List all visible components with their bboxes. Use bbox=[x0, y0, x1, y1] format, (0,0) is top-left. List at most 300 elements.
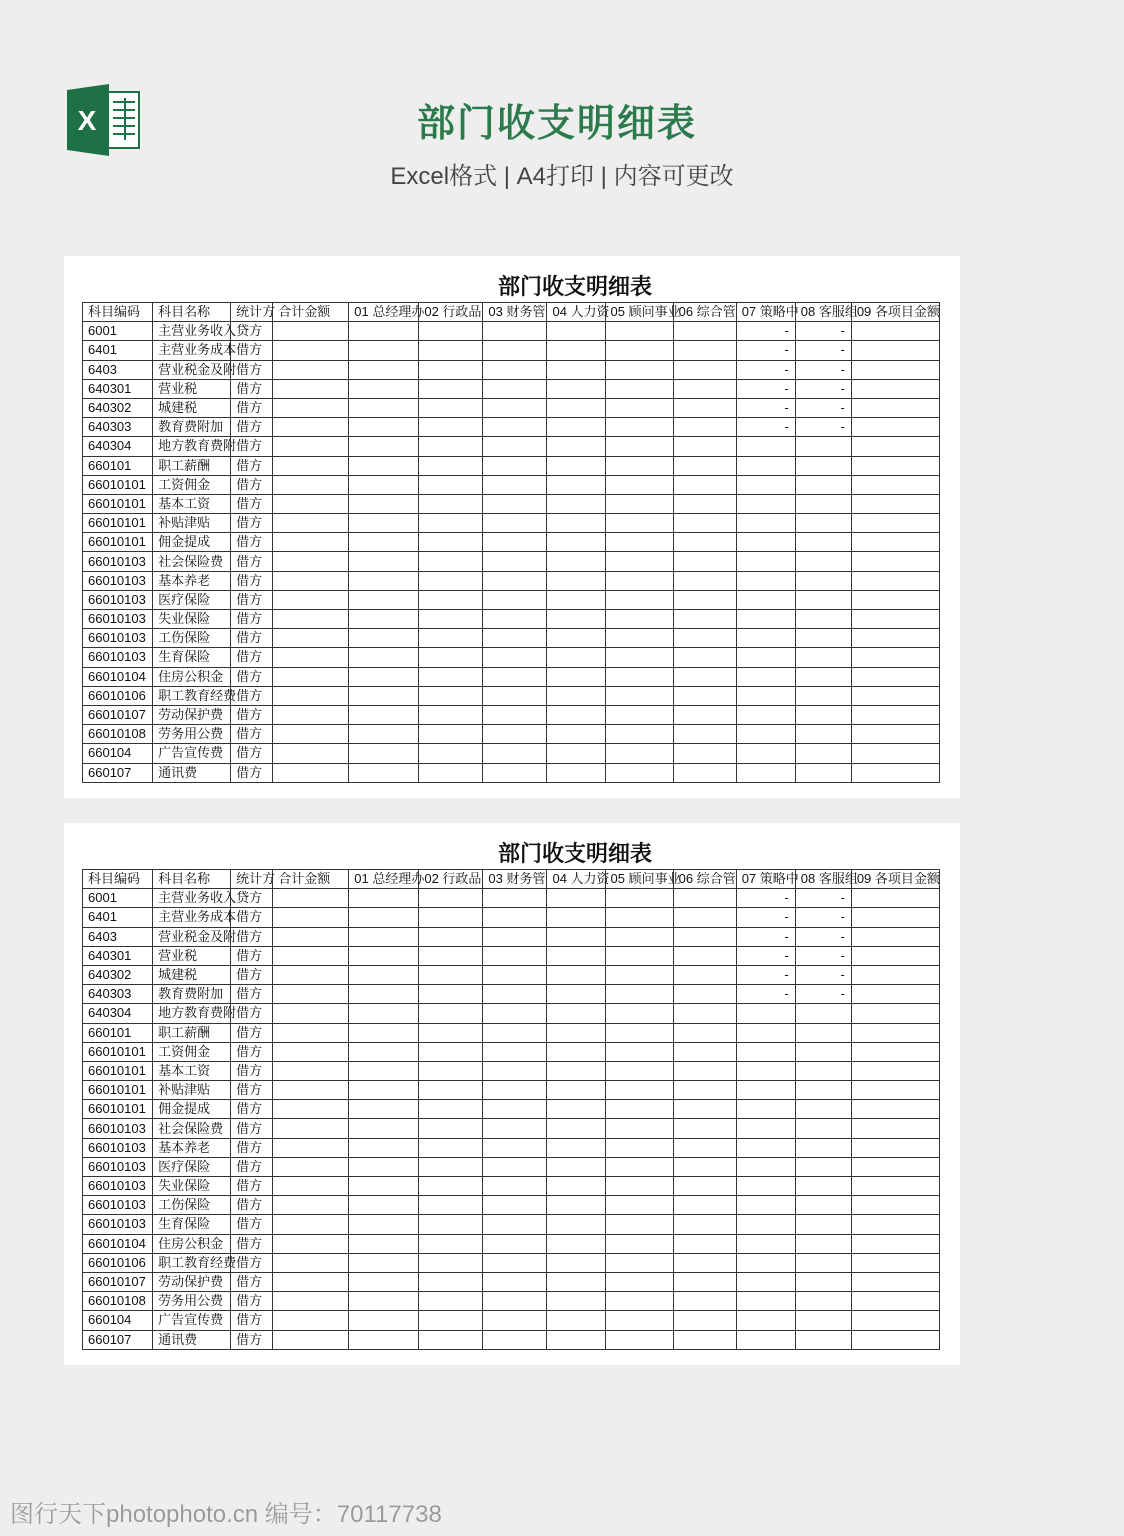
table-cell bbox=[673, 927, 736, 946]
table-cell bbox=[483, 686, 547, 705]
table-row bbox=[83, 514, 940, 533]
table-cell bbox=[349, 1215, 419, 1234]
table-cell bbox=[483, 322, 547, 341]
table-cell bbox=[605, 1234, 673, 1253]
table-cell bbox=[349, 533, 419, 552]
table-cell bbox=[273, 1253, 349, 1272]
table-cell: 劳动保护费 bbox=[153, 1272, 231, 1291]
table-cell bbox=[605, 1196, 673, 1215]
table-cell bbox=[736, 629, 795, 648]
table-cell bbox=[349, 1196, 419, 1215]
table-cell: 借方 bbox=[231, 686, 273, 705]
table-cell bbox=[795, 571, 851, 590]
table-cell bbox=[851, 360, 939, 379]
table-row bbox=[83, 475, 940, 494]
table-row bbox=[83, 610, 940, 629]
table-cell: 66010101 bbox=[83, 1042, 153, 1061]
table-cell bbox=[349, 985, 419, 1004]
table-cell bbox=[273, 533, 349, 552]
table-cell bbox=[795, 552, 851, 571]
table-cell: 6403 bbox=[83, 360, 153, 379]
table-cell bbox=[547, 552, 605, 571]
table-cell bbox=[547, 1330, 605, 1349]
table-cell bbox=[349, 927, 419, 946]
table-cell bbox=[605, 1177, 673, 1196]
table-cell bbox=[851, 514, 939, 533]
table-cell: 借方 bbox=[231, 533, 273, 552]
table-cell: - bbox=[795, 418, 851, 437]
table-cell: 职工教育经费 bbox=[153, 1253, 231, 1272]
table-cell bbox=[547, 744, 605, 763]
table-cell bbox=[547, 725, 605, 744]
table-cell bbox=[673, 571, 736, 590]
table-cell: 借方 bbox=[231, 418, 273, 437]
table-cell bbox=[736, 763, 795, 782]
table-cell: 借方 bbox=[231, 629, 273, 648]
table-cell bbox=[547, 1061, 605, 1080]
table-cell bbox=[605, 1100, 673, 1119]
table-cell bbox=[483, 590, 547, 609]
table-cell bbox=[851, 1272, 939, 1291]
table-cell bbox=[273, 1196, 349, 1215]
table-cell bbox=[851, 533, 939, 552]
table-cell bbox=[605, 494, 673, 513]
table-cell bbox=[851, 686, 939, 705]
table-cell: 66010108 bbox=[83, 1292, 153, 1311]
table-cell bbox=[547, 1157, 605, 1176]
table-cell bbox=[273, 1023, 349, 1042]
table-cell bbox=[273, 686, 349, 705]
table-cell bbox=[673, 1138, 736, 1157]
table-cell: 640301 bbox=[83, 379, 153, 398]
table-cell bbox=[273, 667, 349, 686]
table-cell bbox=[419, 1004, 483, 1023]
table-cell bbox=[605, 648, 673, 667]
table-cell bbox=[349, 1253, 419, 1272]
table-cell bbox=[851, 1196, 939, 1215]
table-cell bbox=[273, 705, 349, 724]
table-cell bbox=[349, 1177, 419, 1196]
table-cell: 借方 bbox=[231, 1157, 273, 1176]
table-cell bbox=[419, 889, 483, 908]
table-row bbox=[83, 946, 940, 965]
table-cell bbox=[673, 341, 736, 360]
table-row bbox=[83, 985, 940, 1004]
table-cell: 失业保险 bbox=[153, 610, 231, 629]
table-cell bbox=[673, 1292, 736, 1311]
table-cell bbox=[673, 763, 736, 782]
table-cell: 66010103 bbox=[83, 552, 153, 571]
table-cell bbox=[349, 437, 419, 456]
table-cell: 劳务用公费 bbox=[153, 725, 231, 744]
table-cell bbox=[547, 1292, 605, 1311]
table-cell bbox=[673, 1311, 736, 1330]
table-cell bbox=[605, 590, 673, 609]
table-cell bbox=[736, 533, 795, 552]
table-cell: 地方教育费附 bbox=[153, 437, 231, 456]
table-cell bbox=[273, 341, 349, 360]
table-cell bbox=[547, 1004, 605, 1023]
table-cell bbox=[349, 1138, 419, 1157]
table-cell bbox=[605, 533, 673, 552]
table-row bbox=[83, 965, 940, 984]
table-cell: 640304 bbox=[83, 1004, 153, 1023]
table-row bbox=[83, 379, 940, 398]
table-cell bbox=[673, 908, 736, 927]
table-cell: 医疗保险 bbox=[153, 1157, 231, 1176]
table-cell: 社会保险费 bbox=[153, 552, 231, 571]
table-cell bbox=[419, 456, 483, 475]
table-cell: 66010107 bbox=[83, 1272, 153, 1291]
table-cell bbox=[483, 379, 547, 398]
table-cell: 职工教育经费 bbox=[153, 686, 231, 705]
table-cell bbox=[349, 629, 419, 648]
table-cell bbox=[483, 1234, 547, 1253]
page-title: 部门收支明细表 bbox=[416, 103, 697, 145]
table-cell bbox=[349, 1119, 419, 1138]
table-cell: 66010103 bbox=[83, 1157, 153, 1176]
table-cell bbox=[273, 985, 349, 1004]
sheet-title: 部门收支明细表 bbox=[497, 274, 652, 299]
table-cell: 基本养老 bbox=[153, 1138, 231, 1157]
table-cell bbox=[851, 629, 939, 648]
table-cell bbox=[483, 437, 547, 456]
table-cell: 住房公积金 bbox=[153, 667, 231, 686]
table-cell bbox=[736, 1177, 795, 1196]
table-cell: - bbox=[736, 379, 795, 398]
table-row bbox=[83, 1177, 940, 1196]
table-cell bbox=[419, 610, 483, 629]
table-cell bbox=[483, 1196, 547, 1215]
table-cell bbox=[349, 379, 419, 398]
table-cell: 借方 bbox=[231, 1177, 273, 1196]
column-header: 02 行政品 bbox=[419, 870, 483, 889]
table-cell bbox=[605, 456, 673, 475]
column-header: 04 人力资 bbox=[547, 870, 605, 889]
table-cell bbox=[419, 927, 483, 946]
table-cell: 640303 bbox=[83, 418, 153, 437]
table-cell bbox=[795, 1157, 851, 1176]
table-cell bbox=[605, 437, 673, 456]
table-cell bbox=[605, 1272, 673, 1291]
table-cell: 借方 bbox=[231, 667, 273, 686]
table-cell: 通讯费 bbox=[153, 1330, 231, 1349]
table-cell: 66010106 bbox=[83, 686, 153, 705]
table-cell bbox=[605, 946, 673, 965]
table-cell bbox=[795, 1100, 851, 1119]
table-cell bbox=[547, 1100, 605, 1119]
table-cell: 66010103 bbox=[83, 1196, 153, 1215]
table-cell bbox=[851, 1330, 939, 1349]
table-cell bbox=[736, 1272, 795, 1291]
table-cell: 地方教育费附 bbox=[153, 1004, 231, 1023]
table-cell bbox=[349, 1061, 419, 1080]
table-cell bbox=[419, 1292, 483, 1311]
table-cell bbox=[605, 341, 673, 360]
table-cell bbox=[851, 946, 939, 965]
table-cell: 借方 bbox=[231, 610, 273, 629]
table-cell: 66010103 bbox=[83, 1138, 153, 1157]
table-cell: 城建税 bbox=[153, 398, 231, 417]
table-cell bbox=[851, 1311, 939, 1330]
table-cell bbox=[273, 629, 349, 648]
table-cell bbox=[419, 341, 483, 360]
table-cell: 借方 bbox=[231, 552, 273, 571]
table-cell bbox=[605, 360, 673, 379]
table-cell: 营业税 bbox=[153, 379, 231, 398]
table-cell bbox=[736, 610, 795, 629]
table-cell bbox=[795, 1234, 851, 1253]
table-cell: 6403 bbox=[83, 927, 153, 946]
table-cell: 主营业务成本 bbox=[153, 341, 231, 360]
table-cell bbox=[419, 1272, 483, 1291]
table-cell bbox=[419, 552, 483, 571]
table-cell bbox=[483, 1292, 547, 1311]
table-cell bbox=[349, 1311, 419, 1330]
table-cell bbox=[605, 889, 673, 908]
table-cell bbox=[851, 744, 939, 763]
table-cell: 劳务用公费 bbox=[153, 1292, 231, 1311]
table-cell bbox=[419, 590, 483, 609]
table-cell bbox=[273, 1330, 349, 1349]
table-cell: 主营业务成本 bbox=[153, 908, 231, 927]
table-cell bbox=[483, 1004, 547, 1023]
table-cell: 66010104 bbox=[83, 1234, 153, 1253]
table-cell bbox=[736, 1215, 795, 1234]
table-cell bbox=[273, 475, 349, 494]
column-header: 03 财务管 bbox=[483, 303, 547, 322]
table-cell bbox=[605, 552, 673, 571]
table-cell bbox=[349, 1004, 419, 1023]
table-cell bbox=[547, 418, 605, 437]
table-cell bbox=[851, 908, 939, 927]
table-cell: 66010103 bbox=[83, 571, 153, 590]
table-cell bbox=[605, 1311, 673, 1330]
table-cell: 66010108 bbox=[83, 725, 153, 744]
table-row bbox=[83, 571, 940, 590]
table-row bbox=[83, 1253, 940, 1272]
table-cell bbox=[851, 456, 939, 475]
table-cell bbox=[605, 1138, 673, 1157]
table-cell bbox=[547, 1177, 605, 1196]
table-cell bbox=[605, 1253, 673, 1272]
table-cell bbox=[795, 456, 851, 475]
table-cell: 借方 bbox=[231, 1234, 273, 1253]
table-cell bbox=[736, 648, 795, 667]
table-cell bbox=[349, 744, 419, 763]
table-cell: 660101 bbox=[83, 1023, 153, 1042]
table-cell bbox=[273, 1311, 349, 1330]
table-cell bbox=[273, 571, 349, 590]
table-cell bbox=[419, 946, 483, 965]
table-cell bbox=[605, 475, 673, 494]
table-cell: 640302 bbox=[83, 398, 153, 417]
table-cell bbox=[547, 965, 605, 984]
table-cell: 借方 bbox=[231, 1215, 273, 1234]
table-cell bbox=[736, 1004, 795, 1023]
table-cell bbox=[605, 1157, 673, 1176]
table-cell bbox=[547, 1196, 605, 1215]
table-cell: 借方 bbox=[231, 398, 273, 417]
table-cell: 66010103 bbox=[83, 648, 153, 667]
table-cell bbox=[736, 1253, 795, 1272]
table-cell bbox=[851, 889, 939, 908]
table-cell: 借方 bbox=[231, 1311, 273, 1330]
table-cell: 基本养老 bbox=[153, 571, 231, 590]
table-cell bbox=[547, 1119, 605, 1138]
table-cell bbox=[483, 1272, 547, 1291]
table-cell bbox=[349, 341, 419, 360]
table-cell: - bbox=[795, 965, 851, 984]
table-cell bbox=[795, 1061, 851, 1080]
table-row bbox=[83, 1234, 940, 1253]
column-header: 合计金额 bbox=[273, 303, 349, 322]
table-row bbox=[83, 1292, 940, 1311]
table-cell: 6001 bbox=[83, 322, 153, 341]
table-cell bbox=[483, 763, 547, 782]
table-cell bbox=[273, 1292, 349, 1311]
table-cell: 教育费附加 bbox=[153, 985, 231, 1004]
table-cell bbox=[273, 1177, 349, 1196]
column-header: 07 策略中 bbox=[736, 303, 795, 322]
table-cell: 6401 bbox=[83, 341, 153, 360]
table-cell bbox=[419, 1138, 483, 1157]
table-cell: - bbox=[795, 889, 851, 908]
table-cell bbox=[736, 1311, 795, 1330]
table-row bbox=[83, 552, 940, 571]
table-cell bbox=[547, 494, 605, 513]
table-cell bbox=[483, 1157, 547, 1176]
sheet-title: 部门收支明细表 bbox=[497, 841, 652, 866]
table-row bbox=[83, 1100, 940, 1119]
table-cell bbox=[547, 985, 605, 1004]
sheet-preview-2 bbox=[64, 823, 960, 1365]
table-cell: 借方 bbox=[231, 705, 273, 724]
table-cell bbox=[673, 1157, 736, 1176]
table-cell: 66010101 bbox=[83, 494, 153, 513]
table-cell bbox=[273, 1119, 349, 1138]
table-cell bbox=[736, 1100, 795, 1119]
table-cell bbox=[483, 418, 547, 437]
table-cell bbox=[419, 744, 483, 763]
table-cell bbox=[851, 610, 939, 629]
table-cell bbox=[419, 360, 483, 379]
table-cell bbox=[419, 1157, 483, 1176]
table-cell: 营业税 bbox=[153, 946, 231, 965]
table-cell bbox=[273, 379, 349, 398]
column-header: 合计金额 bbox=[273, 870, 349, 889]
table-cell bbox=[795, 1253, 851, 1272]
table-cell bbox=[795, 1119, 851, 1138]
table-cell bbox=[605, 705, 673, 724]
table-cell bbox=[851, 1100, 939, 1119]
table-cell: 借方 bbox=[231, 514, 273, 533]
table-cell: 借方 bbox=[231, 456, 273, 475]
column-header: 04 人力资 bbox=[547, 303, 605, 322]
table-cell bbox=[419, 1215, 483, 1234]
table-row bbox=[83, 360, 940, 379]
table-cell bbox=[547, 1023, 605, 1042]
table-cell bbox=[547, 763, 605, 782]
table-cell bbox=[795, 705, 851, 724]
table-cell bbox=[736, 1138, 795, 1157]
table-row bbox=[83, 889, 940, 908]
column-header: 09 各项目金额 bbox=[851, 870, 939, 889]
table-cell: 66010103 bbox=[83, 610, 153, 629]
table-cell: 生育保险 bbox=[153, 648, 231, 667]
table-cell: - bbox=[795, 379, 851, 398]
table-cell bbox=[273, 1061, 349, 1080]
table-cell bbox=[851, 1081, 939, 1100]
table-cell bbox=[736, 1119, 795, 1138]
table-cell bbox=[419, 1061, 483, 1080]
table-cell bbox=[795, 494, 851, 513]
table-cell: 医疗保险 bbox=[153, 590, 231, 609]
table-cell bbox=[273, 360, 349, 379]
table-cell bbox=[851, 1234, 939, 1253]
table-cell bbox=[483, 965, 547, 984]
table-cell bbox=[851, 965, 939, 984]
column-header: 09 各项目金额 bbox=[851, 303, 939, 322]
table-row bbox=[83, 1196, 940, 1215]
table-cell bbox=[273, 590, 349, 609]
table-cell bbox=[483, 571, 547, 590]
table-cell: 借方 bbox=[231, 1253, 273, 1272]
table-cell: 借方 bbox=[231, 1081, 273, 1100]
table-cell bbox=[483, 1330, 547, 1349]
table-cell bbox=[547, 514, 605, 533]
table-cell bbox=[349, 908, 419, 927]
table-cell bbox=[736, 552, 795, 571]
table-cell: 教育费附加 bbox=[153, 418, 231, 437]
table-cell: - bbox=[736, 908, 795, 927]
excel-logo-letter: X bbox=[77, 105, 97, 136]
table-cell bbox=[483, 705, 547, 724]
table-cell bbox=[273, 552, 349, 571]
table-row bbox=[83, 494, 940, 513]
table-cell: 职工薪酬 bbox=[153, 1023, 231, 1042]
table-cell bbox=[851, 475, 939, 494]
table-cell bbox=[547, 341, 605, 360]
table-cell bbox=[273, 494, 349, 513]
table-cell: 工伤保险 bbox=[153, 629, 231, 648]
table-cell bbox=[419, 571, 483, 590]
table-cell: - bbox=[795, 946, 851, 965]
table-cell bbox=[419, 398, 483, 417]
header-row bbox=[83, 303, 940, 322]
table-cell: 借方 bbox=[231, 571, 273, 590]
table-cell bbox=[273, 610, 349, 629]
table-cell: 640302 bbox=[83, 965, 153, 984]
table-cell: 66010101 bbox=[83, 533, 153, 552]
table-row bbox=[83, 1004, 940, 1023]
ledger-table bbox=[82, 869, 940, 1350]
table-cell: 借方 bbox=[231, 985, 273, 1004]
table-cell bbox=[736, 437, 795, 456]
table-cell bbox=[851, 1292, 939, 1311]
table-row bbox=[83, 398, 940, 417]
table-cell bbox=[673, 590, 736, 609]
table-cell: - bbox=[795, 398, 851, 417]
table-cell bbox=[851, 437, 939, 456]
table-cell bbox=[673, 725, 736, 744]
table-cell bbox=[547, 1253, 605, 1272]
table-cell bbox=[851, 418, 939, 437]
table-cell: 基本工资 bbox=[153, 1061, 231, 1080]
table-cell: 借方 bbox=[231, 648, 273, 667]
table-cell bbox=[273, 1215, 349, 1234]
table-cell bbox=[795, 1177, 851, 1196]
